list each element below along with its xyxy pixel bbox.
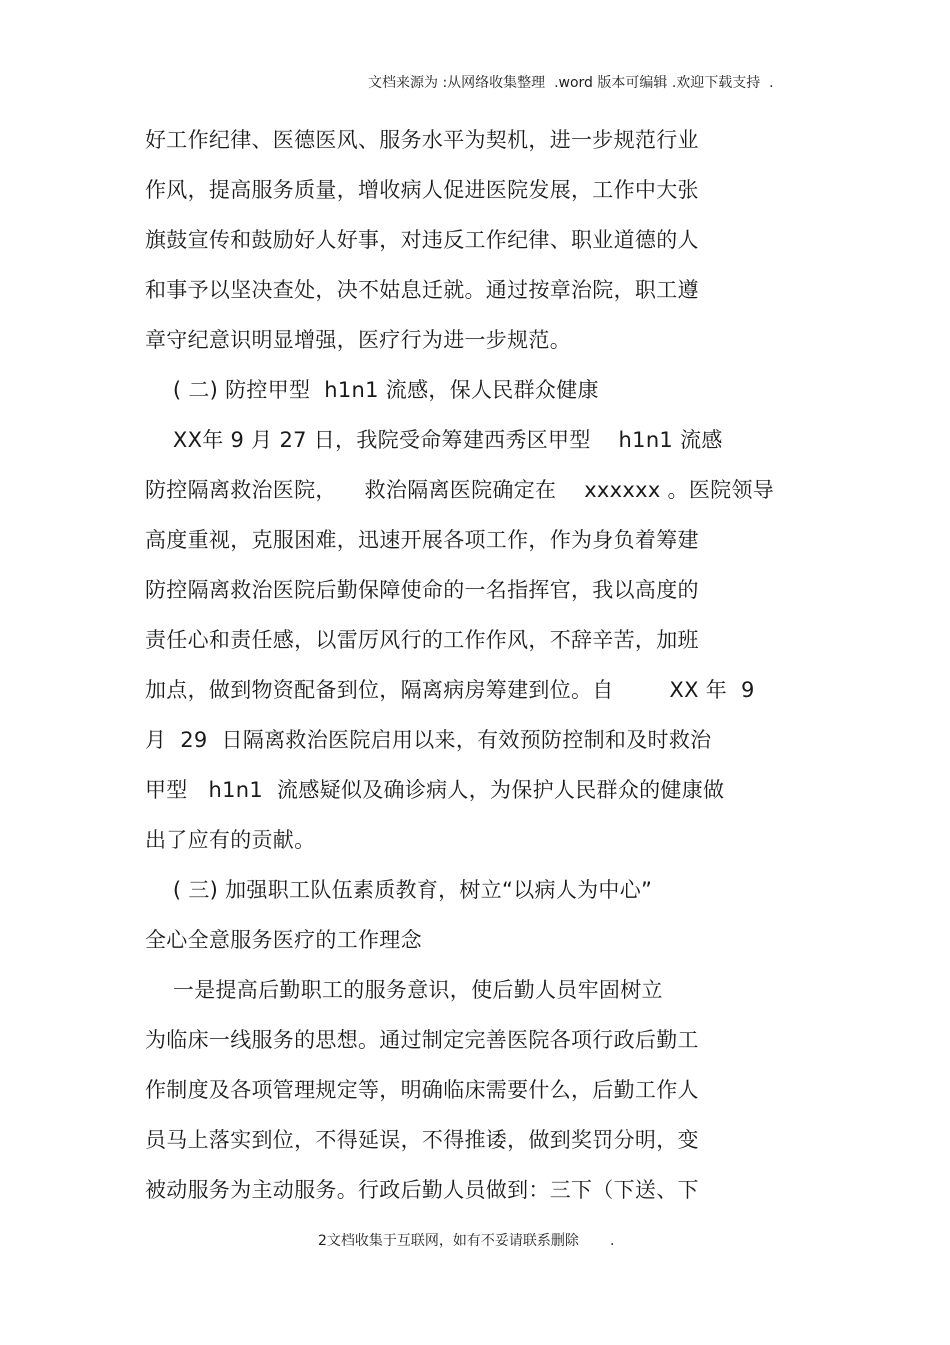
text-line: 加点，做到物资配备到位，隔离病房筹建到位。自 XX 年 9 [145,678,755,702]
text-line: 旗鼓宣传和鼓励好人好事，对违反工作纪律、职业道德的人 [145,228,699,252]
text-line: 员马上落实到位，不得延误，不得推诿，做到奖罚分明，变 [145,1128,699,1152]
text-line: 防控隔离救治医院， 救治隔离医院确定在 xxxxxx 。医院领导 [145,478,775,502]
section-heading: ( 二) 防控甲型 h1n1 流感，保人民群众健康 [145,378,599,402]
text-line: 被动服务为主动服务。行政后勤人员做到：三下（下送、下 [145,1178,699,1202]
text-line: 一是提高后勤职工的服务意识，使后勤人员牢固树立 [145,978,663,1002]
text-line: 全心全意服务医疗的工作理念 [145,928,422,952]
page-footer: 2文档收集于互联网，如有不妥请联系删除 . [318,1233,615,1249]
text-line: 甲型 h1n1 流感疑似及确诊病人，为保护人民群众的健康做 [145,778,725,802]
text-line: 和事予以坚决查处，决不姑息迁就。通过按章治院，职工遵 [145,278,699,302]
text-line: 好工作纪律、医德医风、服务水平为契机，进一步规范行业 [145,128,699,152]
text-line: 责任心和责任感，以雷厉风行的工作作风，不辞辛苦，加班 [145,628,699,652]
text-line: 章守纪意识明显增强，医疗行为进一步规范。 [145,328,571,352]
text-line: 出了应有的贡献。 [145,828,316,852]
text-line: XX年 9 月 27 日，我院受命筹建西秀区甲型 h1n1 流感 [145,428,723,452]
page-header: 文档来源为 :从网络收集整理 .word 版本可编辑 .欢迎下载支持 . [368,75,774,91]
text-line: 作制度及各项管理规定等，明确临床需要什么，后勤工作人 [145,1078,699,1102]
text-line: 防控隔离救治医院后勤保障使命的一名指挥官，我以高度的 [145,578,699,602]
text-line: 为临床一线服务的思想。通过制定完善医院各项行政后勤工 [145,1028,699,1052]
text-line: 月 29 日隔离救治医院启用以来，有效预防控制和及时救治 [145,728,712,752]
text-line: 作风，提高服务质量，增收病人促进医院发展，工作中大张 [145,178,699,202]
section-heading: ( 三) 加强职工队伍素质教育，树立“以病人为中心” [145,878,653,902]
text-line: 高度重视，克服困难，迅速开展各项工作，作为身负着筹建 [145,528,699,552]
